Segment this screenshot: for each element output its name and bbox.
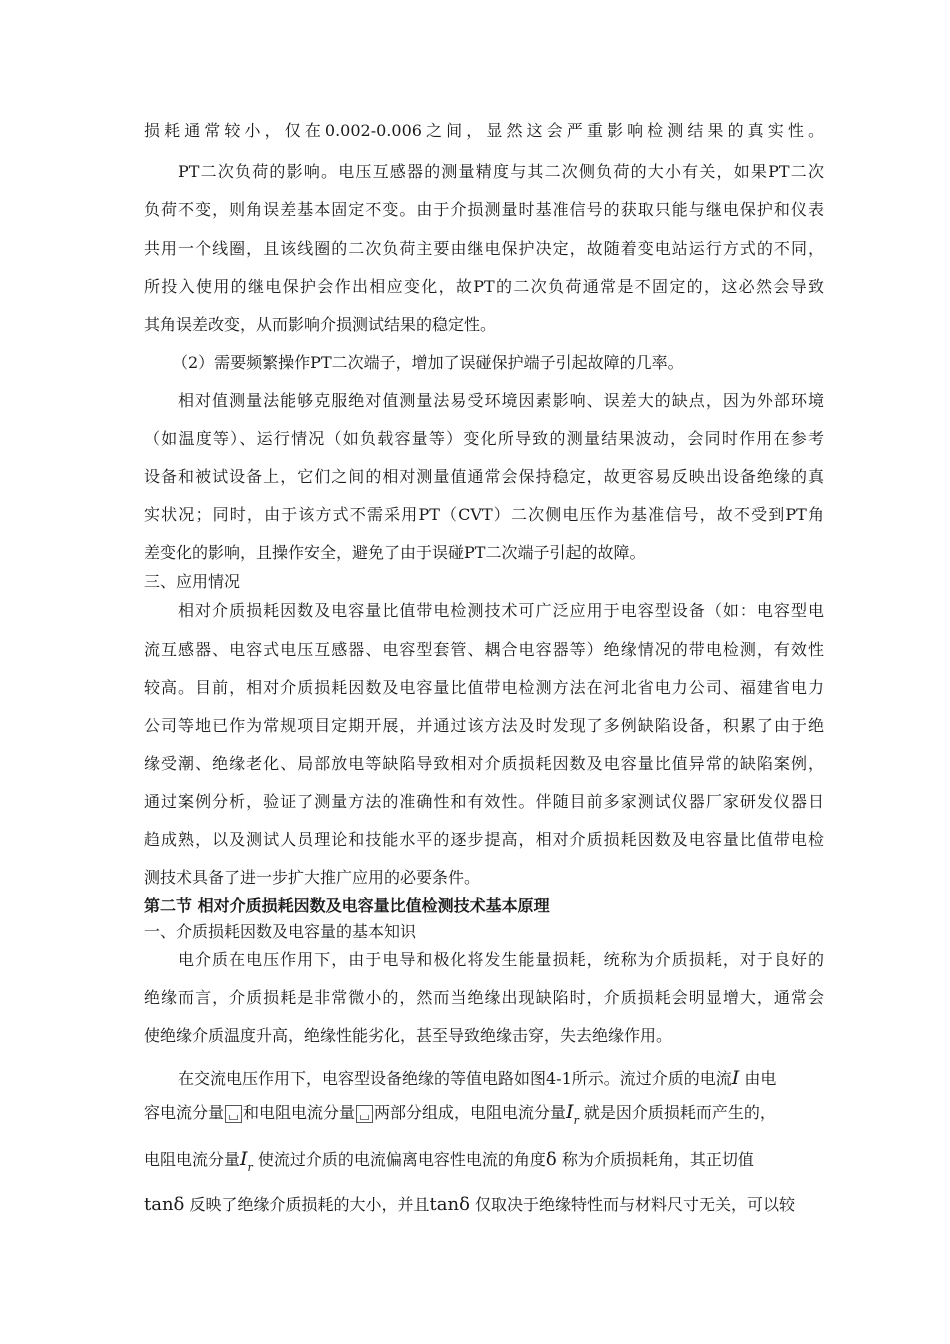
paragraph-line: 缘受潮、绝缘老化、局部放电等缺陷导致相对介质损耗因数及电容量比值异常的缺陷案例， [144, 754, 824, 773]
text-run: 称为介质损耗角，其正切值 [561, 1150, 754, 1169]
broken-image-icon [225, 1105, 242, 1123]
subscript: r [247, 1161, 253, 1174]
paragraph-line: 其角误差改变，从而影响介损测试结果的稳定性。 [144, 315, 497, 334]
text-run: 容电流分量 [144, 1103, 225, 1122]
text-run: 反映了绝缘介质损耗的大小，并且 [189, 1195, 430, 1214]
text-run: 电阻电流分量 [144, 1150, 241, 1169]
text-run: 由电 [744, 1069, 777, 1088]
paragraph-line: 公司等地已作为常规项目定期开展，并通过该方法及时发现了多例缺陷设备，积累了由于绝 [144, 716, 824, 735]
paragraph-line: 相对介质损耗因数及电容量比值带电检测技术可广泛应用于电容型设备（如：电容型电 [178, 601, 824, 620]
formula-paragraph-line [178, 1066, 824, 1090]
paragraph-line: 共用一个线圈，且该线圈的二次负荷主要由继电保护决定，故随着变电站运行方式的不同， [144, 239, 824, 258]
tan-delta-symbol: tanδ [429, 1194, 470, 1215]
formula-paragraph-line [144, 1190, 824, 1220]
tan-delta-symbol: tanδ [144, 1194, 185, 1215]
paragraph-line: 实状况；同时，由于该方式不需采用PT（CVT）二次侧电压作为基准信号，故不受到PT角 [144, 505, 824, 524]
paragraph-line: 电介质在电压作用下，由于电导和极化将发生能量损耗，统称为介质损耗，对于良好的 [178, 950, 824, 969]
paragraph-line: 较高。目前，相对介质损耗因数及电容量比值带电检测方法在河北省电力公司、福建省电力 [144, 678, 824, 697]
text-run: 两部分组成，电阻电流分量 [374, 1103, 567, 1122]
paragraph-line: PT二次负荷的影响。电压互感器的测量精度与其二次侧负荷的大小有关，如果PT二次 [178, 162, 824, 181]
formula-paragraph-line [144, 1097, 824, 1127]
paragraph-line: 通过案例分析，验证了测量方法的准确性和有效性。伴随目前多家测试仪器厂家研发仪器日 [144, 792, 824, 811]
text-run: 仅取决于绝缘特性而与材料尺寸无关，可以较 [475, 1195, 796, 1214]
paragraph-line: 所投入使用的继电保护会作出相应变化，故PT的二次负荷通常是不固定的，这必然会导致 [144, 277, 824, 296]
current-symbol: I [566, 1101, 574, 1123]
paragraph-line: 测技术具备了进一步扩大推广应用的必要条件。 [144, 868, 481, 887]
text-run: 使流过介质的电流偏离电容性电流的角度 [257, 1150, 546, 1169]
subsection-heading: 一、介质损耗因数及电容量的基本知识 [144, 922, 417, 941]
section-heading: 三、应用情况 [144, 572, 241, 591]
text-run: 在交流电压作用下，电容型设备绝缘的等值电路如图4-1所示。流过介质的电流 [178, 1069, 732, 1088]
broken-image-icon [356, 1105, 373, 1123]
formula-paragraph-line [144, 1144, 824, 1174]
paragraph-line: 流互感器、电容式电压互感器、电容型套管、耦合电容器等）绝缘情况的带电检测，有效性 [144, 640, 824, 659]
subscript: r [573, 1114, 579, 1127]
paragraph-line: 绝缘而言，介质损耗是非常微小的，然而当绝缘出现缺陷时，介质损耗会明显增大，通常会 [144, 988, 824, 1007]
paragraph-line: 负荷不变，则角误差基本固定不变。由于介损测量时基准信号的获取只能与继电保护和仪表 [144, 200, 824, 219]
paragraph-line: 差变化的影响，且操作安全，避免了由于误碰PT二次端子引起的故障。 [144, 543, 646, 562]
list-item: （2）需要频繁操作PT二次端子，增加了误碰保护端子引起故障的几率。 [172, 353, 684, 372]
paragraph-line: 损耗通常较小，仅在0.002-0.006之间，显然这会严重影响检测结果的真实性。 [144, 121, 824, 140]
paragraph-line: （如温度等）、运行情况（如负载容量等）变化所导致的测量结果波动，会同时作用在参考 [144, 429, 824, 448]
paragraph-line: 趋成熟，以及测试人员理论和技能水平的逐步提高，相对介质损耗因数及电容量比值带电检 [144, 830, 824, 849]
current-symbol: I [731, 1067, 740, 1089]
delta-symbol: δ [545, 1149, 557, 1170]
chapter-section-title: 第二节 相对介质损耗因数及电容量比值检测技术基本原理 [144, 896, 550, 915]
paragraph-line: 相对值测量法能够克服绝对值测量法易受环境因素影响、误差大的缺点，因为外部环境 [178, 391, 824, 410]
current-symbol: I [240, 1148, 248, 1170]
text-run: 就是因介质损耗而产生的， [583, 1103, 776, 1122]
paragraph-line: 设备和被试设备上，它们之间的相对测量值通常会保持稳定，故更容易反映出设备绝缘的真 [144, 467, 824, 486]
text-run: 和电阻电流分量 [243, 1103, 356, 1122]
paragraph-line: 使绝缘介质温度升高，绝缘性能劣化，甚至导致绝缘击穿，失去绝缘作用。 [144, 1026, 673, 1045]
